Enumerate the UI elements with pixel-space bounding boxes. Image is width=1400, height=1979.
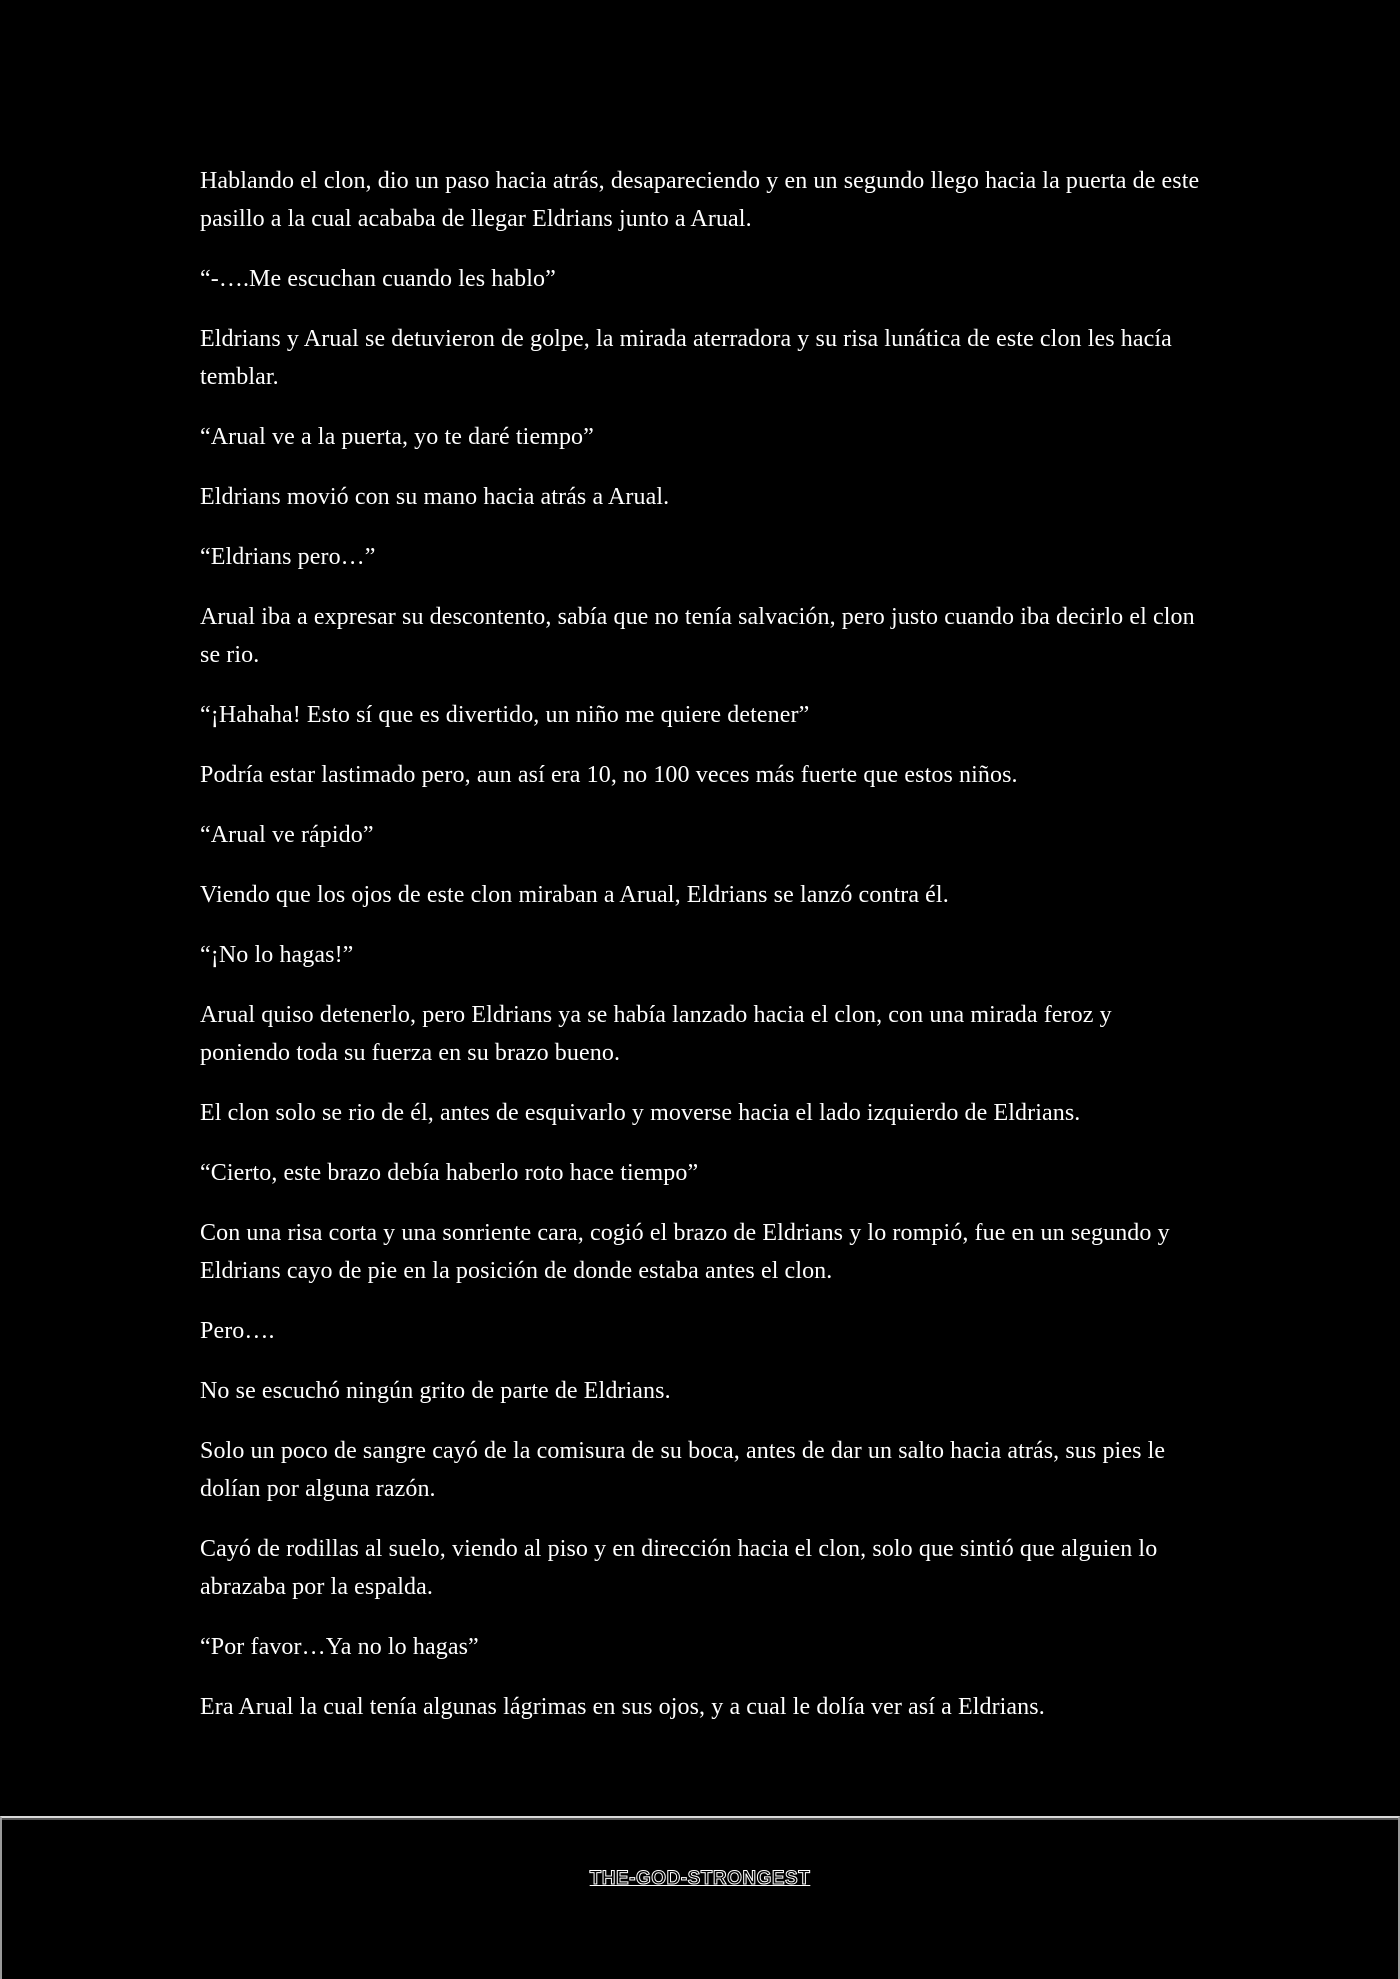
document-body xyxy=(200,162,1200,1748)
paragraph-5: Eldrians movió con su mano hacia atrás a Arual. xyxy=(200,484,670,510)
paragraph-3: Eldrians y Arual se detuvieron de golpe, la mirada aterradora y su risa lunática de este clon les hacía temblar. xyxy=(200,326,1172,390)
paragraph-21: “Por favor…Ya no lo hagas” xyxy=(200,1634,479,1660)
paragraph-18: No se escuchó ningún grito de parte de Eldrians. xyxy=(200,1378,671,1404)
paragraph-14: El clon solo se rio de él, antes de esquivarlo y moverse hacia el lado izquierdo de Eldrians. xyxy=(200,1100,1081,1126)
paragraph-11: Viendo que los ojos de este clon miraban a Arual, Eldrians se lanzó contra él. xyxy=(200,882,949,908)
paragraph-9: Podría estar lastimado pero, aun así era 10, no 100 veces más fuerte que estos niños. xyxy=(200,762,1018,788)
paragraph-17: Pero…. xyxy=(200,1318,275,1344)
paragraph-8: “¡Hahaha! Esto sí que es divertido, un niño me quiere detener” xyxy=(200,702,810,728)
paragraph-22: Era Arual la cual tenía algunas lágrimas en sus ojos, y a cual le dolía ver así a Eldrians. xyxy=(200,1694,1045,1720)
paragraph-7: Arual iba a expresar su descontento, sabía que no tenía salvación, pero justo cuando iba decirlo el clon se rio. xyxy=(200,604,1195,668)
page-footer xyxy=(0,1816,1400,1979)
paragraph-20: Cayó de rodillas al suelo, viendo al piso y en dirección hacia el clon, solo que sintió que alguien lo abrazaba por la espalda. xyxy=(200,1536,1158,1600)
footer-brand-text: THE-GOD-STRONGEST xyxy=(589,1868,811,1889)
paragraph-19: Solo un poco de sangre cayó de la comisura de su boca, antes de dar un salto hacia atrás, sus pies le dolían por alguna razón. xyxy=(200,1438,1166,1502)
paragraph-16: Con una risa corta y una sonriente cara, cogió el brazo de Eldrians y lo rompió, fue en un segundo y Eldrians cayo de pie en la posición de donde estaba antes el clon. xyxy=(200,1220,1170,1284)
paragraph-2: “-….Me escuchan cuando les hablo” xyxy=(200,266,556,292)
paragraph-1: Hablando el clon, dio un paso hacia atrás, desapareciendo y en un segundo llego hacia la puerta de este pasillo a la cual acababa de llegar Eldrians junto a Arual. xyxy=(200,168,1200,232)
paragraph-12: “¡No lo hagas!” xyxy=(200,942,354,968)
paragraph-6: “Eldrians pero…” xyxy=(200,544,376,570)
paragraph-10: “Arual ve rápido” xyxy=(200,822,374,848)
paragraph-13: Arual quiso detenerlo, pero Eldrians ya se había lanzado hacia el clon, con una mirada feroz y poniendo toda su fuerza en su brazo bueno. xyxy=(200,1002,1112,1066)
paragraph-4: “Arual ve a la puerta, yo te daré tiempo” xyxy=(200,424,594,450)
paragraph-15: “Cierto, este brazo debía haberlo roto hace tiempo” xyxy=(200,1160,699,1186)
